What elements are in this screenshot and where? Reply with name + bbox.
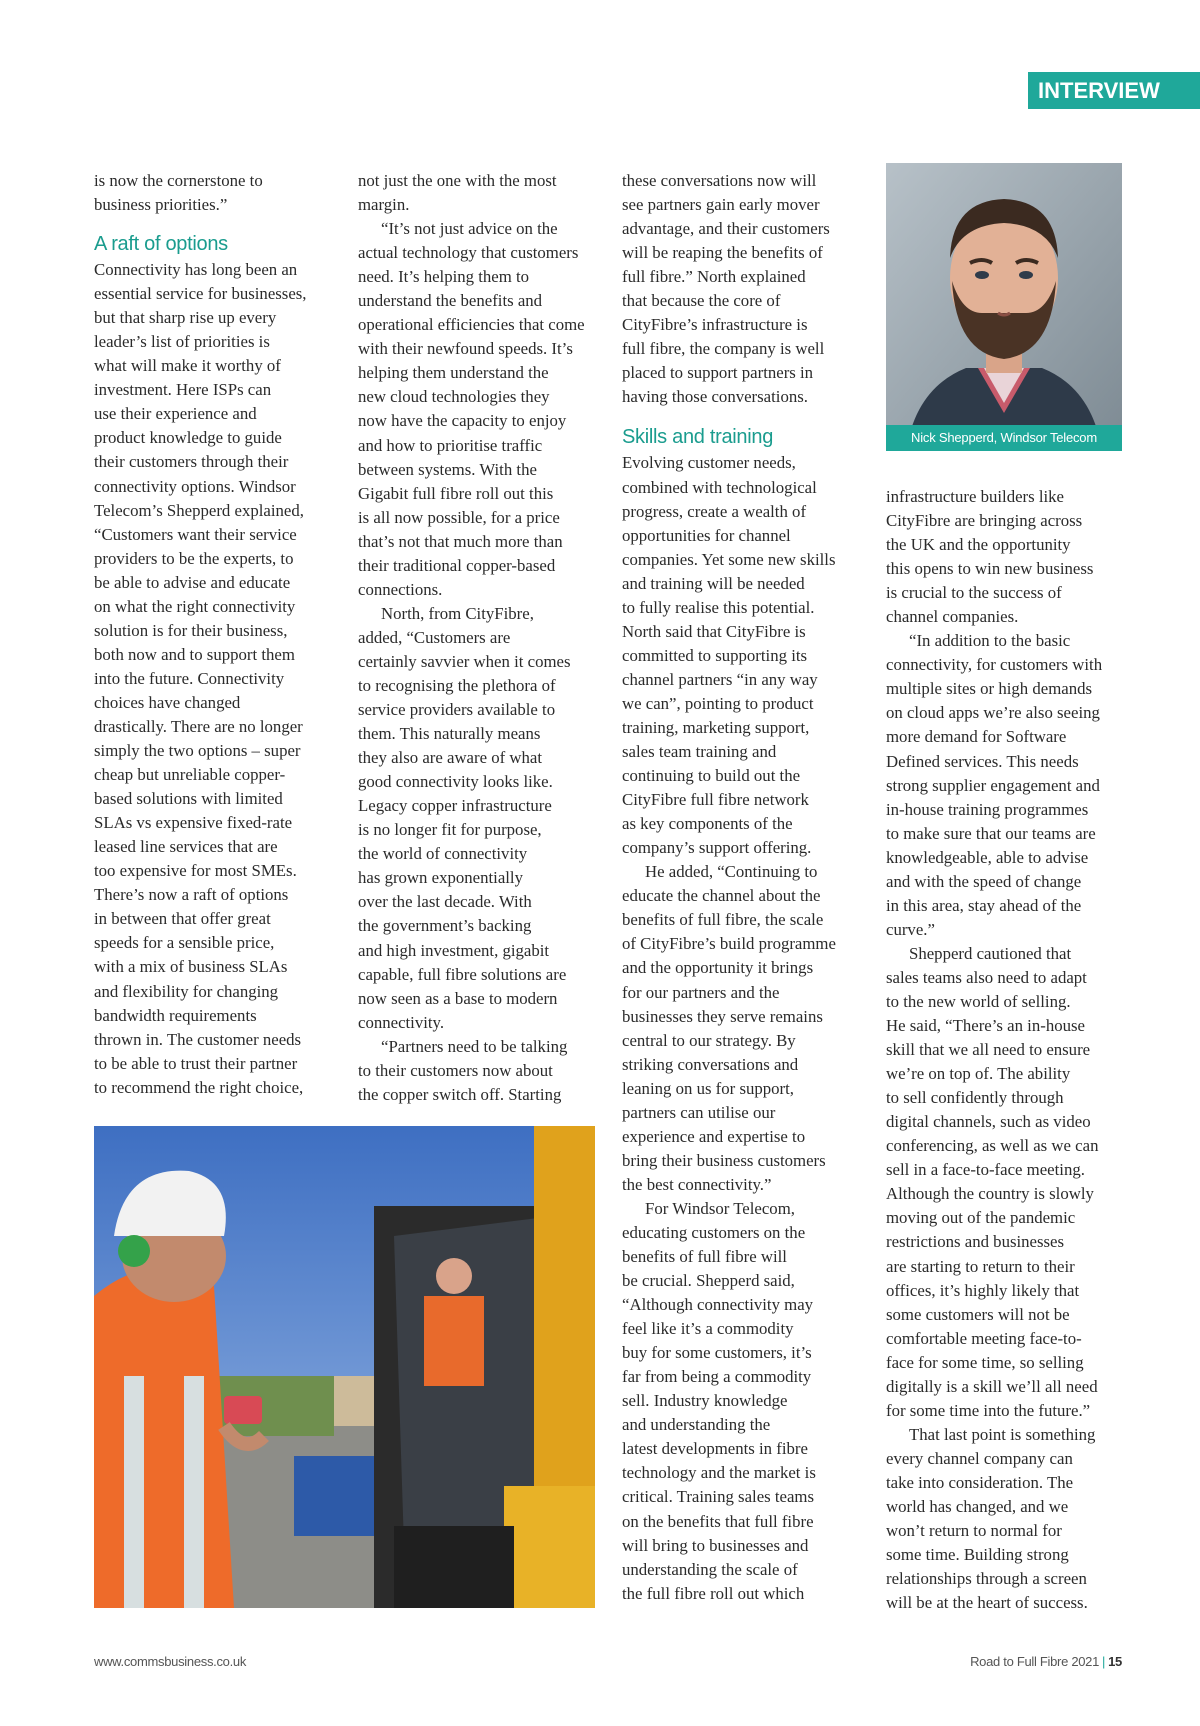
- subheading-raft-of-options: A raft of options: [94, 233, 228, 256]
- construction-illustration: [94, 1126, 595, 1608]
- footer-website: www.commsbusiness.co.uk: [94, 1654, 247, 1669]
- section-tag: INTERVIEW: [1028, 72, 1200, 109]
- article-column-3: [622, 169, 862, 1606]
- paragraph: these conversations now will see partners gain early mover advantage, and their customers will be reaping the benefits of full fibre.” North explained that because the core of CityFibre’s infrastructure is full fibre, the company is well placed to support partners in having those conversations.: [622, 171, 830, 407]
- paragraph: “Partners need to be talking to their customers now about the copper switch off. Starting: [358, 1036, 568, 1104]
- article-column-4: [886, 485, 1126, 1615]
- paragraph: Shepperd cautioned that sales teams also need to adapt to the new world of selling. He said, “There’s an in-house skill that we all need to ensure we’re on top of. The ability to sell confidently through digital channels, such as video conferencing, as well as we can sell in a face-to-face meeting. Although the country is slowly moving out of the pandemic restrictions and businesses are starting to return to their offices, it’s highly likely that some customers will not be comfortable meeting face-to- face for some time, so selling digitally is a skill we’ll all need for some time into the future.”: [886, 943, 1099, 1420]
- footer-separator: |: [1102, 1654, 1106, 1669]
- portrait-caption: Nick Shepperd, Windsor Telecom: [886, 425, 1122, 451]
- portrait-photo: [886, 163, 1122, 451]
- paragraph: “In addition to the basic connectivity, for customers with multiple sites or high demands on cloud apps we’re also seeing more demand for Software Defined services. This needs strong supplier engagement and in-house training programmes to make sure that our teams are knowledgeable, able to advise and with the speed of change in this area, stay ahead of the curve.”: [886, 631, 1103, 939]
- construction-site-photo: [94, 1126, 595, 1608]
- paragraph: infrastructure builders like CityFibre are bringing across the UK and the opportunity this opens to win new business is crucial to the success of channel companies.: [886, 487, 1094, 627]
- paragraph: For Windsor Telecom, educating customers on the benefits of full fibre will be crucial. Shepperd said, “Although connectivity may feel like it’s a commodity buy for some customers, it’s far from being a commodity sell. Industry knowledge and understanding the latest developments in fibre technology and the market is critical. Training sales teams on the benefits that full fibre will bring to businesses and understanding the scale of the full fibre roll out which: [622, 1198, 816, 1603]
- subheading-skills-and-training: Skills and training: [622, 426, 774, 449]
- footer-publication: Road to Full Fibre 2021: [970, 1654, 1100, 1669]
- paragraph: He added, “Continuing to educate the channel about the benefits of full fibre, the scale of CityFibre’s build programme and the opportunity it brings for our partners and the businesses they serve remains central to our strategy. By striking conversations and leaning on us for support, partners can utilise our experience and expertise to bring their business customers the best connectivity.”: [622, 862, 836, 1194]
- paragraph: Connectivity has long been an essential service for businesses, but that sharp rise up every leader’s list of priorities is what will make it worthy of investment. Here ISPs can use their experience and product knowledge to guide their customers through their connectivity options. Windsor Telecom’s Shepperd explained, “Customers want their service providers to be the experts, to be able to advise and educate on what the right connectivity solution is for their business, both now and to support them into the future. Connectivity choices have changed drastically. There are no longer simply the two options – super cheap but unreliable copper- based solutions with limited SLAs vs expensive fixed-rate leased line services that are too expensive for most SMEs. There’s now a raft of options in between that offer great speeds for a sensible price, with a mix of business SLAs and flexibility for changing bandwidth requirements thrown in. The customer needs to be able to trust their partner to recommend the right choice,: [94, 260, 307, 1097]
- footer-page-info: [970, 1654, 1122, 1669]
- paragraph: is now the cornerstone to business priorities.”: [94, 171, 263, 215]
- paragraph: Evolving customer needs, combined with technological progress, create a wealth of opportunities for channel companies. Yet some new skills and training will be needed to fully realise this potential. North said that CityFibre is committed to supporting its channel partners “in any way we can”, pointing to product training, marketing support, sales team training and continuing to build out the CityFibre full fibre network as key components of the company’s support offering.: [622, 453, 836, 858]
- paragraph: That last point is something every channel company can take into consideration. The world has changed, and we won’t return to normal for some time. Building strong relationships through a screen will be at the heart of success.: [886, 1424, 1096, 1613]
- article-column-1: [94, 169, 334, 1100]
- paragraph: “It’s not just advice on the actual technology that customers need. It’s helping them to understand the benefits and operational efficiencies that come with their newfound speeds. It’s helping them understand the new cloud technologies they now have the capacity to enjoy and how to prioritise traffic between systems. With the Gigabit full fibre roll out this is all now possible, for a price that’s not that much more than their traditional copper-based connections.: [358, 219, 585, 599]
- paragraph: North, from CityFibre, added, “Customers are certainly savvier when it comes to recognising the plethora of service providers available to them. This naturally means they also are aware of what good connectivity looks like. Legacy copper infrastructure is no longer fit for purpose, the world of connectivity has grown exponentially over the last decade. With the government’s backing and high investment, gigabit capable, full fibre solutions are now seen as a base to modern connectivity.: [358, 603, 571, 1032]
- paragraph: not just the one with the most margin.: [358, 171, 557, 215]
- article-column-2: [358, 169, 598, 1107]
- page-number: 15: [1108, 1654, 1122, 1669]
- portrait-illustration: [886, 163, 1122, 451]
